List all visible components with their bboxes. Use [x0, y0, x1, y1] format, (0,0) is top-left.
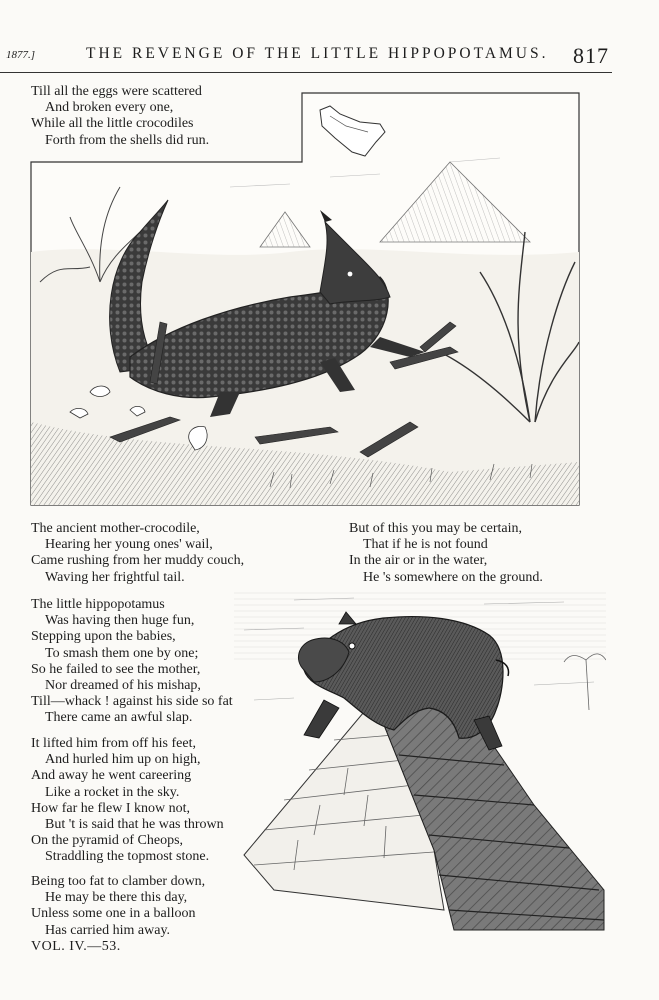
stanza-2 — [31, 521, 244, 586]
volume-signature: VOL. IV.—53. — [31, 939, 121, 954]
stanza-line: Like a rocket in the sky. — [45, 784, 180, 800]
stanza-line: Hearing her young ones' wail, — [45, 537, 213, 553]
crocodile-illustration — [30, 92, 580, 506]
stanza-5 — [31, 736, 224, 866]
header-rule — [0, 72, 612, 73]
stanza-line: Stepping upon the babies, — [31, 629, 176, 645]
stanza-line: The little hippopotamus — [31, 597, 165, 612]
stanza-line: Came rushing from her muddy couch, — [31, 553, 245, 569]
stanza-line: In the air or in the water, — [349, 553, 488, 569]
stanza-line: And hurled him up on high, — [45, 752, 201, 768]
running-header — [0, 41, 659, 71]
stanza-line: Straddling the topmost stone. — [45, 849, 210, 865]
stanza-line: That if he is not found — [363, 537, 488, 553]
stanza-line: So he failed to see the mother, — [31, 661, 201, 677]
stanza-line: Being too fat to clamber down, — [31, 874, 206, 889]
stanza-line: But of this you may be certain, — [349, 521, 523, 536]
hippo-pyramid-illustration — [234, 590, 606, 938]
stanza-line: To smash them one by one; — [45, 645, 199, 661]
stanza-3 — [349, 521, 543, 586]
stanza-line: But 't is said that he was thrown — [45, 817, 224, 833]
stanza-line: Till—whack ! against his side so fat — [31, 694, 233, 710]
stanza-line: It lifted him from off his feet, — [31, 736, 196, 751]
stanza-line: There came an awful slap. — [45, 710, 193, 726]
stanza-line: And broken every one, — [45, 100, 174, 116]
page-number: 817 — [573, 43, 609, 68]
stanza-line: On the pyramid of Cheops, — [31, 833, 184, 849]
stanza-line: Till all the eggs were scattered — [31, 84, 202, 99]
stanza-6 — [31, 874, 205, 939]
stanza-line: Was having then huge fun, — [45, 613, 195, 629]
header-title: THE REVENGE OF THE LITTLE HIPPOPOTAMUS. — [86, 45, 549, 62]
stanza-line: Unless some one in a balloon — [31, 906, 196, 922]
stanza-line: He may be there this day, — [45, 890, 188, 906]
stanza-line: And away he went careering — [31, 768, 192, 784]
stanza-line: While all the little crocodiles — [31, 116, 194, 132]
crocodile-engraving-image — [30, 92, 580, 506]
stanza-line: How far he flew I know not, — [31, 800, 191, 816]
header-year: 1877.] — [6, 49, 36, 61]
hippo-engraving-image — [234, 590, 606, 938]
stanza-line: Waving her frightful tail. — [45, 569, 185, 585]
stanza-line: Nor dreamed of his mishap, — [45, 678, 201, 694]
stanza-line: He 's somewhere on the ground. — [363, 569, 543, 585]
stanza-line: The ancient mother-crocodile, — [31, 521, 200, 536]
stanza-line: Forth from the shells did run. — [45, 132, 210, 148]
stanza-4 — [31, 597, 233, 727]
stanza-line: Has carried him away. — [45, 922, 171, 938]
